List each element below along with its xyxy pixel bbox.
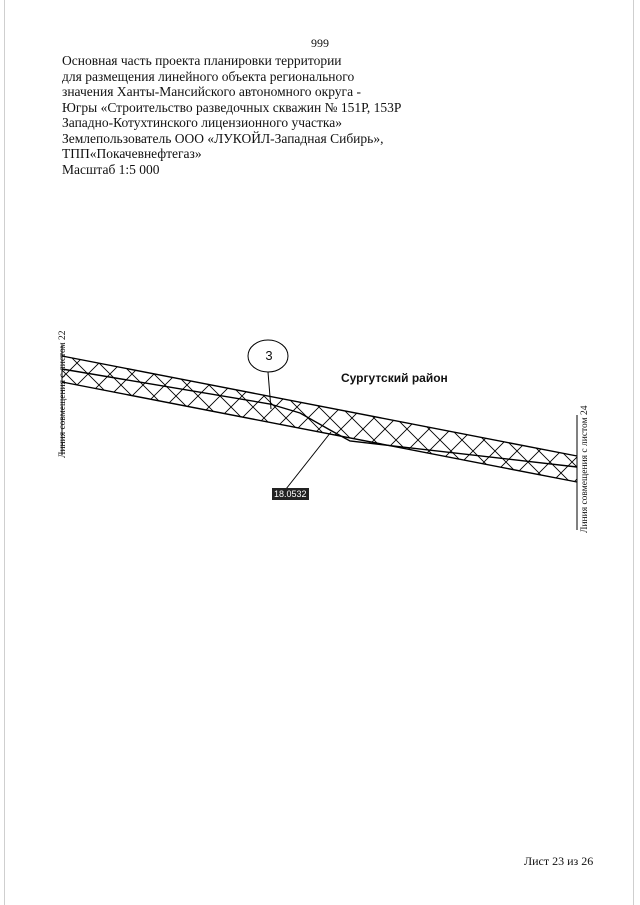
- left-match-line-label: Линия совмещения с листом 22: [58, 330, 68, 458]
- header-line: для размещения линейного объекта регионального: [62, 68, 355, 84]
- corridor-upper-boundary: [62, 356, 577, 456]
- header-line: Западно-Котухтинского лицензионного участка»: [62, 115, 342, 130]
- district-label: Сургутский район: [341, 371, 448, 385]
- zone-number: 3: [265, 348, 273, 363]
- header-line: Землепользователь ООО «ЛУКОЙЛ-Западная Сибирь»,: [62, 130, 384, 146]
- header-line: ТПП«Покачевнефтегаз»: [62, 146, 202, 161]
- scale-label: Масштаб 1:5 000: [62, 161, 160, 177]
- page-number: 999: [311, 36, 329, 50]
- area-label-leader: [286, 432, 331, 489]
- right-match-line-label: Линия совмещения с листом 24: [580, 405, 590, 533]
- area-label: 18.0532: [274, 489, 307, 499]
- header-line: значения Ханты-Мансийского автономного округа -: [62, 84, 361, 99]
- header-line: Югры «Строительство разведочных скважин № 151Р, 153Р: [62, 99, 402, 115]
- corridor-lower-boundary: [62, 382, 577, 482]
- sheet-counter: Лист 23 из 26: [524, 854, 594, 868]
- header-line: Основная часть проекта планировки территории: [62, 53, 342, 68]
